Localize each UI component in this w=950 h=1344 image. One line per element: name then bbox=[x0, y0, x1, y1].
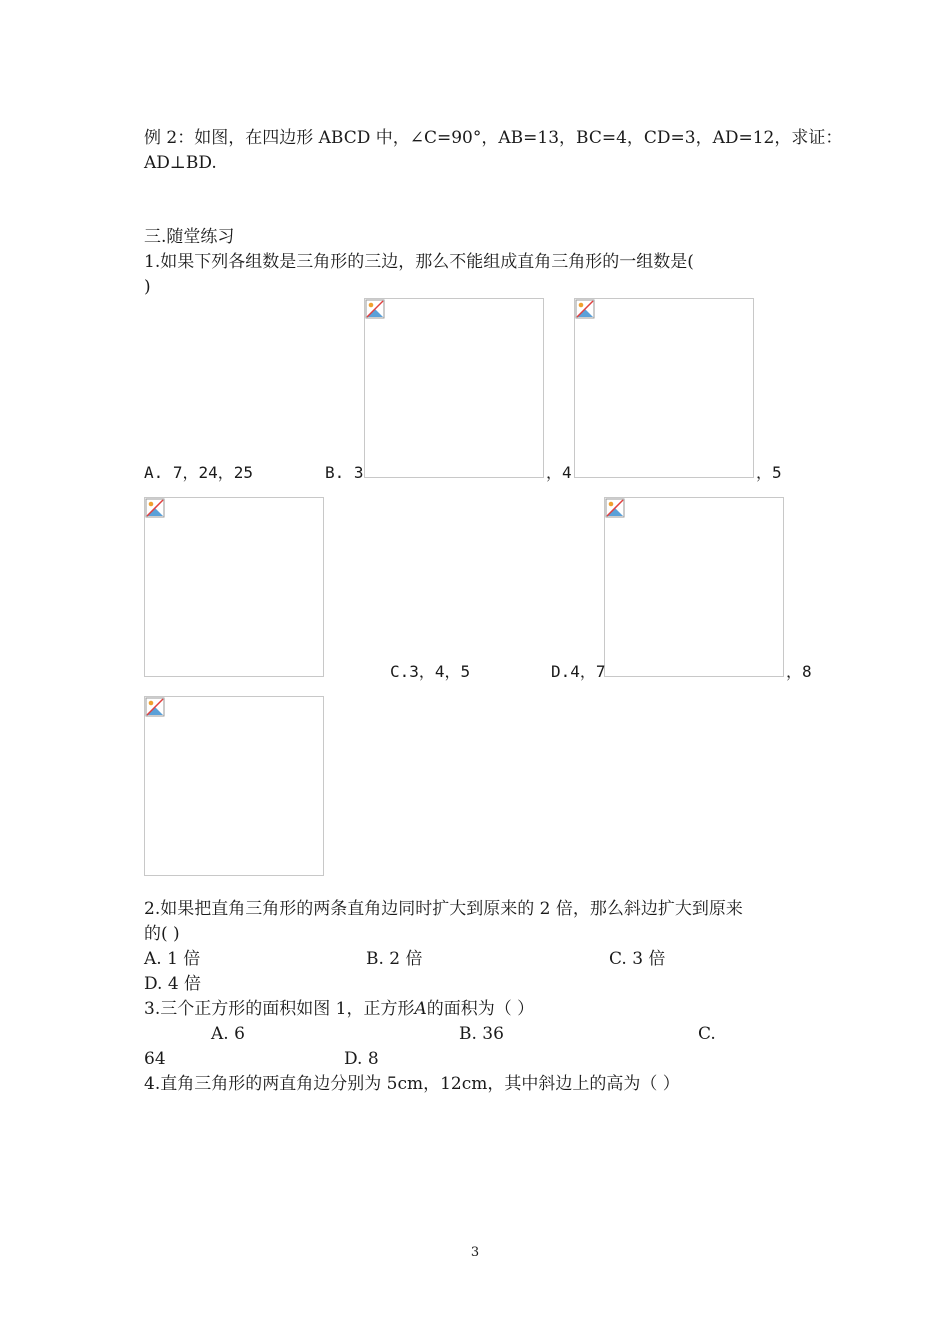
q1-option-b-image-1 bbox=[364, 298, 544, 478]
q3-stem-suffix: 的面积为（ ） bbox=[426, 999, 535, 1019]
q1-option-d-prefix: D.4，7 bbox=[551, 662, 606, 681]
q1-stem: 1.如果下列各组数是三角形的三边，那么不能组成直角三角形的一组数是( bbox=[144, 252, 694, 272]
q3-stem bbox=[144, 998, 534, 1020]
q1-option-b-image-2 bbox=[574, 298, 754, 478]
q1-option-d-image bbox=[604, 497, 784, 677]
q2-option-c: C. 3 倍 bbox=[609, 949, 666, 969]
q1-option-b-end: ，5 bbox=[756, 463, 782, 482]
q1-option-b-prefix: B. 3 bbox=[325, 463, 364, 482]
page-number: 3 bbox=[470, 1245, 480, 1260]
q1-option-a: A. 7，24，25 bbox=[144, 463, 254, 482]
broken-image-icon bbox=[605, 498, 625, 518]
q2-option-d: D. 4 倍 bbox=[144, 974, 202, 994]
q1-option-d-end: ，8 bbox=[786, 662, 812, 681]
q1-stem-close: ) bbox=[144, 277, 151, 297]
q3-option-b: B. 36 bbox=[459, 1024, 504, 1044]
q3-option-a: A. 6 bbox=[211, 1024, 245, 1044]
q3-stem-variable: A bbox=[414, 999, 427, 1019]
broken-image-icon bbox=[145, 498, 165, 518]
section-title: 三.随堂练习 bbox=[144, 227, 235, 247]
example2-line2: AD⊥BD. bbox=[144, 153, 217, 173]
q1-option-b-middle: ，4 bbox=[546, 463, 572, 482]
q3-option-c-value: 64 bbox=[144, 1049, 166, 1069]
q2-option-a: A. 1 倍 bbox=[144, 949, 201, 969]
q1-option-c: C.3，4，5 bbox=[390, 662, 471, 681]
example2-line1: 例 2：如图，在四边形 ABCD 中，∠C=90°，AB=13，BC=4，CD=3，AD=12，求证： bbox=[144, 128, 843, 148]
broken-image-icon bbox=[365, 299, 385, 319]
q2-stem-cont: 的( ) bbox=[144, 924, 180, 944]
q2-stem: 2.如果把直角三角形的两条直角边同时扩大到原来的 2 倍，那么斜边扩大到原来 bbox=[144, 899, 743, 919]
q3-option-d: D. 8 bbox=[344, 1049, 379, 1069]
broken-image-icon bbox=[145, 697, 165, 717]
q1-option-c-image bbox=[144, 497, 324, 677]
broken-image-icon bbox=[575, 299, 595, 319]
q1-extra-image bbox=[144, 696, 324, 876]
q3-stem-prefix: 3.三个正方形的面积如图 1，正方形 bbox=[144, 999, 415, 1019]
q4-stem: 4.直角三角形的两直角边分别为 5cm，12cm，其中斜边上的高为（ ） bbox=[144, 1074, 680, 1094]
q2-option-b: B. 2 倍 bbox=[366, 949, 423, 969]
q3-option-c: C. bbox=[698, 1024, 716, 1044]
